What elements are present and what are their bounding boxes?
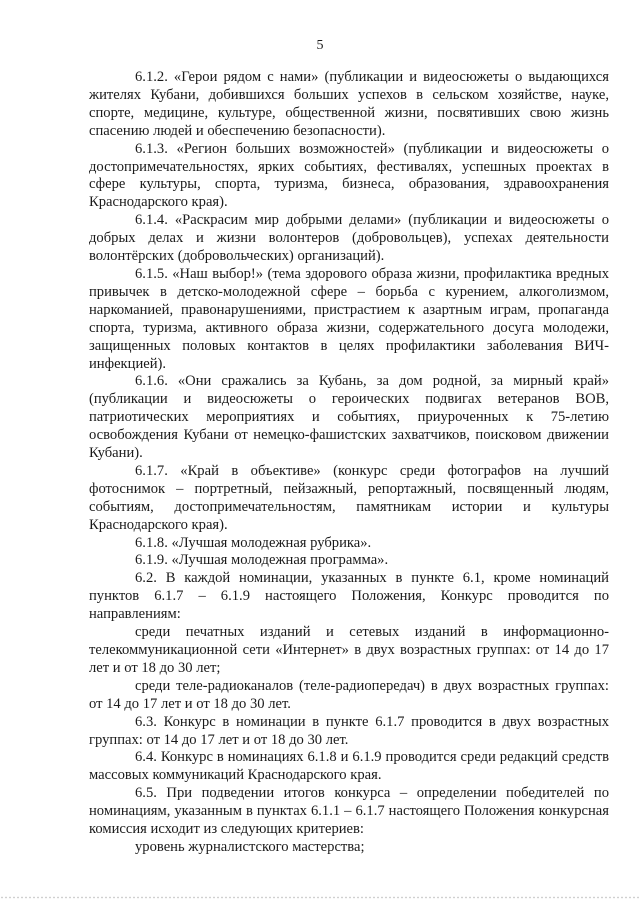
- paragraph-6-5: 6.5. При подведении итогов конкурса – определении победителей по номинациям, указанным в пунктах 6.1.1 – 6.1.7 настоящего Положения конкурсная комиссия исходит из следующих критериев:: [89, 785, 609, 838]
- document-body: [89, 69, 609, 857]
- paragraph-criterion-1: уровень журналистского мастерства;: [135, 838, 365, 855]
- scan-edge-artifact: [0, 896, 640, 899]
- paragraph-6-4: 6.4. Конкурс в номинациях 6.1.8 и 6.1.9 проводится среди редакций средств массовых коммуникаций Краснодарского края.: [89, 749, 609, 784]
- paragraph-6-1-6: 6.1.6. «Они сражались за Кубань, за дом родной, за мирный край» (публикации и видеосюжеты о героических подвигах ветеранов ВОВ, патриотических мероприятиях и событиях, приуроченных к 75-летию освобождения Кубани от немецко-фашистских захватчиков, поисковом движении Кубани).: [89, 373, 609, 462]
- paragraph-6-1-5: 6.1.5. «Наш выбор!» (тема здорового образа жизни, профилактика вредных привычек в детско-молодежной сфере – борьба с курением, алкоголизмом, наркоманией, правонарушениями, пристрастием к азартным играм, пропаганда спорта, туризма, активного образа жизни, содержательного досуга молодежи, защищенных половых контактов в целях профилактики заболевания ВИЧ-инфекцией).: [89, 265, 609, 372]
- paragraph-6-2-tv-radio: среди теле-радиоканалов (теле-радиопередач) в двух возрастных группах: от 14 до 17 лет и от 18 до 30 лет.: [89, 677, 609, 712]
- paragraph-6-1-8: 6.1.8. «Лучшая молодежная рубрика».: [135, 534, 372, 551]
- paragraph-6-1-3: 6.1.3. «Регион больших возможностей» (публикации и видеосюжеты о достопримечательностях, ярких событиях, фестивалях, успешных проектах в сфере культуры, спорта, туризма, бизнеса, образования, здравоохранения Краснодарского края).: [89, 140, 609, 211]
- paragraph-6-1-4: 6.1.4. «Раскрасим мир добрыми делами» (публикации и видеосюжеты о добрых делах и жизни волонтеров (добровольцев), успехах деятельности волонтёрских (добровольческих) организаций).: [89, 212, 609, 265]
- page-number: 5: [316, 38, 324, 53]
- paragraph-6-2: 6.2. В каждой номинации, указанных в пункте 6.1, кроме номинаций пунктов 6.1.7 – 6.1.9 настоящего Положения, Конкурс проводится по направлениям:: [89, 570, 609, 623]
- paragraph-6-1-7: 6.1.7. «Край в объективе» (конкурс среди фотографов на лучший фотоснимок – портретный, пейзажный, репортажный, посвященный людям, событиям, достопримечательностям, памятникам истории и культуры Краснодарского края).: [89, 462, 609, 533]
- paragraph-6-1-9: 6.1.9. «Лучшая молодежная программа».: [135, 552, 389, 569]
- paragraph-6-1-2: 6.1.2. «Герои рядом с нами» (публикации и видеосюжеты о выдающихся жителях Кубани, добившихся больших успехов в сельском хозяйстве, науке, спорте, медицине, культуре, общественной жизни, посвятивших свою жизнь спасению людей и обеспечению безопасности).: [89, 69, 609, 139]
- paragraph-6-3: 6.3. Конкурс в номинации в пункте 6.1.7 проводится в двух возрастных группах: от 14 до 17 лет и от 18 до 30 лет.: [89, 713, 609, 748]
- paragraph-6-2-print-media: среди печатных изданий и сетевых изданий в информационно-телекоммуникационной сети «Интернет» в двух возрастных группах: от 14 до 17 лет и от 18 до 30 лет;: [89, 624, 609, 676]
